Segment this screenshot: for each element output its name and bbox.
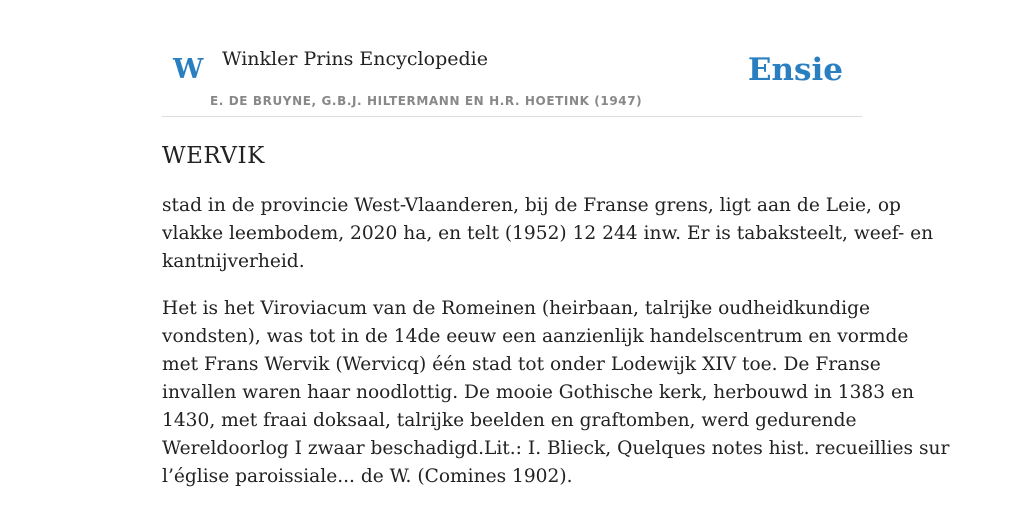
paragraph-line: vlakke leembodem, 2020 ha, en telt (1952) 12 244 inw. Er is tabaksteelt, weef- en [162,223,934,244]
paragraph-line: Wereldoorlog I zwaar beschadigd.Lit.: I. Blieck, Quelques notes hist. recueillies sur [162,438,950,459]
source-logo[interactable]: W [173,54,204,85]
brand-logo[interactable]: Ensie [747,52,843,88]
paragraph-line: vondsten), was tot in de 14de eeuw een aanzienlijk handelscentrum en vormde [162,326,909,347]
paragraph-line: met Frans Wervik (Wervicq) één stad tot onder Lodewijk XIV toe. De Franse [162,354,881,375]
source-authors: E. DE BRUYNE, G.B.J. HILTERMANN EN H.R. HOETINK (1947) [210,94,643,108]
page [162,0,950,487]
entry-title: WERVIK [162,143,265,169]
entry-paragraph-1 [162,192,934,276]
entry-paragraph-2 [162,295,950,491]
paragraph-line: 1430, met fraai doksaal, talrijke beelden en graftomben, werd gedurende [162,410,857,431]
paragraph-line: kantnijverheid. [162,251,305,272]
source-title[interactable]: Winkler Prins Encyclopedie [222,48,488,70]
source-header [162,0,862,117]
paragraph-line: Het is het Viroviacum van de Romeinen (heirbaan, talrijke oudheidkundige [162,298,870,319]
paragraph-line: invallen waren haar noodlottig. De mooie Gothische kerk, herbouwd in 1383 en [162,382,914,403]
paragraph-line: stad in de provincie West-Vlaanderen, bij de Franse grens, ligt aan de Leie, op [162,195,901,216]
paragraph-line: l’église paroissiale... de W. (Comines 1902). [162,466,573,487]
